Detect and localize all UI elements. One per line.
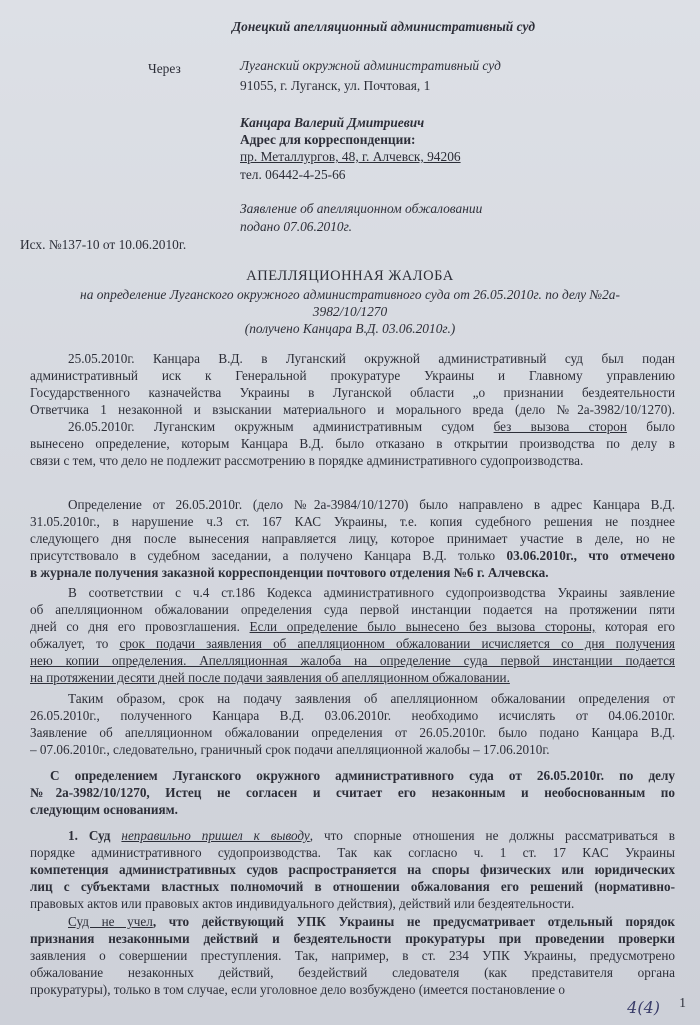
p3-line-4 [30,548,675,565]
court-name: Донецкий апелляционный административный суд [232,19,535,34]
title-subject-1: на определение Луганского окружного административного суда от 26.05.2010г. по делу №2а- [80,287,620,302]
p7-underlined: неправильно пришел к выводу [121,828,310,843]
p1-line-3: Государственного казначейства Украины в Луганской области „о признании бездеятельности [30,384,675,400]
p7-first-tail: , что спорные отношения не должны рассматриваться в [309,828,675,843]
p3-bold-date: 03.06.2010г. [506,547,574,563]
p2-end: было [626,419,675,434]
p8-line-2: признания незаконными действий и бездеятельности прокуратуры при проведении проверки [30,930,675,946]
filing-note-1: Заявление об апелляционном обжаловании [240,201,483,216]
p7-line-1 [30,828,675,845]
p5-line-1: Таким образом, срок на подачу заявления об апелляционном обжаловании определения от [68,691,675,706]
p8-line-4: обжалование незаконных действий, бездействий следователя (как представителя органа [30,964,675,980]
via-label: Через [148,61,181,76]
p2-line-1 [30,419,675,436]
p6-line-1: С определением Луганского окружного административного суда от 26.05.2010г. по делу [50,768,675,783]
applicant-name: Канцара Валерий Дмитриевич [240,115,425,130]
p3-line-2: 31.05.2010г., в нарушение ч.3 ст. 167 КАС Украины, т.е. копия судебного решения не позднее [30,513,675,529]
p7-line-2: порядке административного судопроизводства. Так как согласно ч. 1 ст. 17 КАС Украины [30,844,675,860]
p7-number: 1. Суд [68,828,122,843]
p8-first-tail: , что действующий УПК Украины не предусматривает отдельный порядок [152,914,675,929]
p4-line-3-text: дней со дня его провозглашения. [30,618,250,634]
p7-line-3: компетенция административных судов распространяется на споры физических или юридических [30,861,675,877]
filing-note-2: подано 07.06.2010г. [240,219,353,234]
paragraph-7 [30,828,675,913]
paragraph-5 [30,691,675,759]
p2-line-3: связи с тем, что дело не подлежит рассмотрению в порядке административного судопроизводства. [30,452,584,468]
paragraph-1 [30,351,675,419]
title-received: (получено Канцара В.Д. 03.06.2010г.) [244,321,456,336]
paragraph-6 [30,768,675,819]
p3-tail: , что отмечено [573,547,675,563]
p7-line-5: правовых актов или правовых актов индивидуального действия), действий или бездеятельности. [30,895,575,911]
p3-line-4-text: присутствовало в судебном заседании, а получено Канцара В.Д. только [30,547,507,563]
p2-line-2: вынесено определение, которым Канцара В.Д. было отказано в открытии производства по делу в [30,435,675,451]
p2-start: 26.05.2010г. Луганским окружным административным судом [68,419,494,434]
document-title: АПЕЛЛЯЦИОННАЯ ЖАЛОБА [246,268,454,284]
p4-line-4 [30,636,675,653]
applicant-address: пр. Металлургов, 48, г. Алчевск, 94206 [240,149,461,164]
paragraph-3 [30,497,675,582]
p4-line-4-text: обжалует, то [30,635,120,651]
p4-line-3 [30,619,675,636]
p2-underlined: без вызова сторон [493,419,627,434]
p4-underlined-1-tail: которая его [595,618,675,634]
p8-line-1 [30,914,675,931]
p3-bold-line: в журнале получения заказной корреспонденции почтового отделения №6 г. Алчевска. [30,564,549,580]
correspondence-label: Адрес для корреспонденции: [240,132,416,147]
via-address: 91055, г. Луганск, ул. Почтовая, 1 [240,78,431,93]
p8-line-3: заявления о совершении преступления. Так, например, в ст. 234 УПК Украины, предусмотрено [30,947,675,963]
p1-line-4: Ответчика 1 незаконной и взыскании материального и морального вреда (дело №2а-3982/10/1270). [30,401,675,417]
p8-underlined: Суд не учел [68,914,153,929]
p4-line-6: на протяжении десяти дней после подачи заявления об апелляционном обжаловании. [30,669,510,685]
p4-line-2: об апелляционном обжаловании определения суда первой инстанции подается на протяжении пяти [30,601,675,617]
paragraph-4 [30,585,675,686]
paragraph-2 [30,419,675,470]
p4-underlined-1: Если определение было вынесено без вызова стороны, [249,618,596,634]
via-court: Луганский окружной административный суд [240,58,501,73]
p5-line-2: 26.05.2010г., полученного Канцара В.Д. 03.06.2010г. необходимо исчислять от 04.06.2010г. [30,707,675,723]
p6-line-2: №2а-3982/10/1270, Истец не согласен и считает его незаконным и необоснованным по [30,784,675,800]
p3-line-3: следующего дня после вынесения направляется лицу, которое принимает участие в деле, но не [30,530,675,546]
p5-line-3: Заявление об апелляционном обжаловании определения от 26.05.2010г. было подано Канцара В.Д. [30,724,675,740]
p1-line-2: административный иск к Генеральной прокуратуре Украины и Главному управлению [30,367,675,383]
p4-line-5: нею копии определения. Апелляционная жалоба на определение суда первой инстанции подается [30,652,675,668]
paragraph-8 [30,914,675,999]
p4-line-1: В соответствии с ч.4 ст.186 Кодекса административного судопроизводства Украины заявление [68,585,675,600]
p5-line-4: – 07.06.2010г., следовательно, граничный срок подачи апелляционной жалобы – 17.06.2010г. [30,741,550,757]
p7-line-4: лиц с субъектами властных полномочий в отношении обжалования его решений (нормативно- [30,878,675,894]
title-subject-2: 3982/10/1270 [312,304,388,319]
handwritten-page-mark: 4(4) [627,998,660,1017]
p8-line-5: прокуратуры), только в том случае, если уголовное дело возбуждено (имеется постановление о [30,981,565,997]
p6-line-3: следующим основаниям. [30,801,178,817]
p1-line-1: 25.05.2010г. Канцара В.Д. в Луганский окружной административный суд был подан [68,351,675,366]
outgoing-number: Исх. №137-10 от 10.06.2010г. [20,237,187,252]
applicant-phone: тел. 06442-4-25-66 [240,167,346,182]
p3-line-1: Определение от 26.05.2010г. (дело №2а-3984/10/1270) было направлено в адрес Канцара В.Д. [68,497,675,512]
page-number: 1 [679,995,686,1010]
p4-underlined-2: срок подачи заявления об апелляционном обжаловании исчисляется со дня получения [119,635,675,651]
